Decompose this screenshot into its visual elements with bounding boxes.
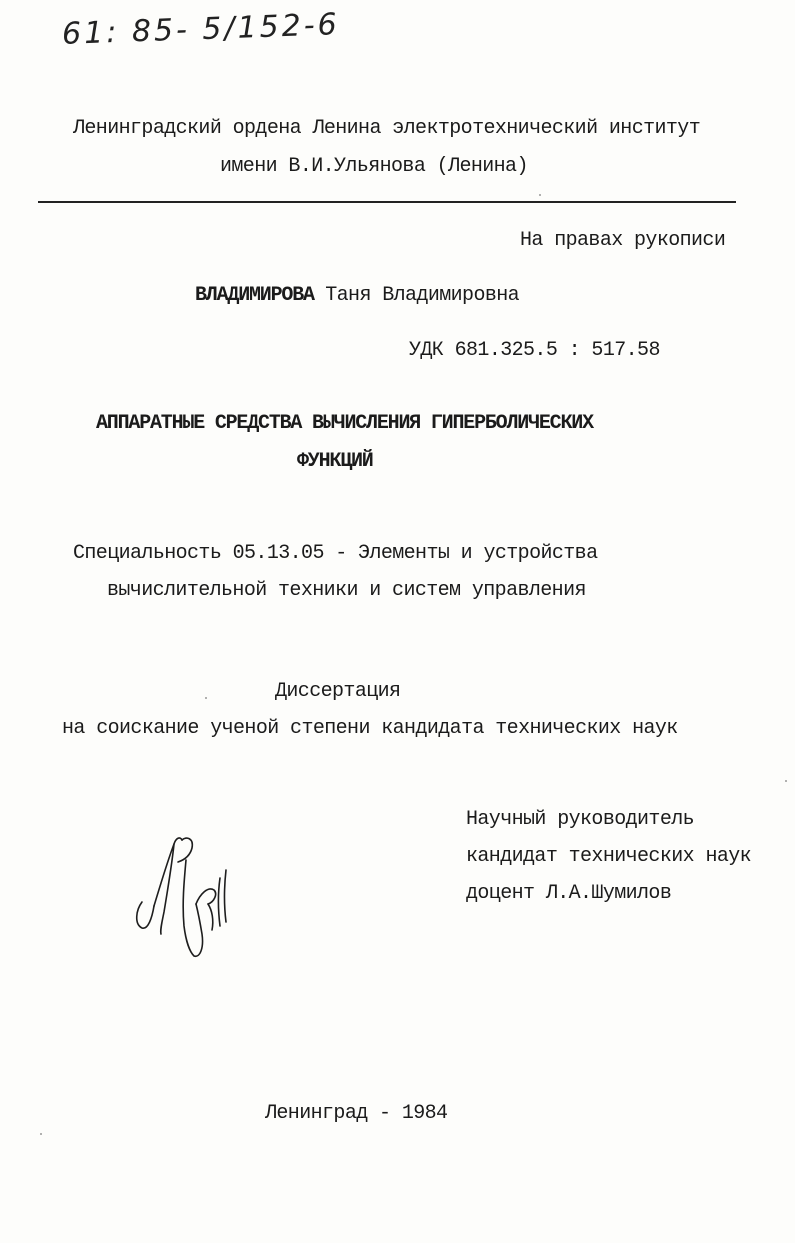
supervisor-degree: кандидат технических наук [466,845,752,868]
dissertation-title-line-1: АППАРАТНЫЕ СРЕДСТВА ВЫЧИСЛЕНИЯ ГИПЕРБОЛИЧЕСКИХ [96,412,593,435]
udc-code: УДК 681.325.5 : 517.58 [409,339,660,362]
author-surname: ВЛАДИМИРОВА [195,284,314,307]
institution-line-1: Ленинградский ордена Ленина электротехнический институт [73,117,701,140]
place-and-year: Ленинград - 1984 [265,1102,448,1125]
handwritten-archive-code: 61: 85- 5/152-6 [61,7,341,52]
author-name [195,284,519,308]
dissertation-type: Диссертация [275,680,401,703]
specialty-line-2: вычислительной техники и систем управления [107,579,586,602]
scan-speck [785,780,787,782]
author-given-names: Таня Владимировна [325,284,520,307]
manuscript-note: На правах рукописи [520,229,726,252]
scan-speck [539,194,541,196]
header-divider [38,201,736,203]
scan-speck [40,1133,42,1135]
institution-line-2: имени В.И.Ульянова (Ленина) [220,155,528,178]
dissertation-title-line-2: ФУНКЦИЙ [297,450,373,473]
handwritten-signature [128,830,238,960]
specialty-line-1: Специальность 05.13.05 - Элементы и устройства [73,542,598,565]
supervisor-role: Научный руководитель [466,808,695,831]
scan-speck [205,697,207,699]
supervisor-name: доцент Л.А.Шумилов [466,882,672,905]
dissertation-degree: на соискание ученой степени кандидата технических наук [62,717,678,740]
